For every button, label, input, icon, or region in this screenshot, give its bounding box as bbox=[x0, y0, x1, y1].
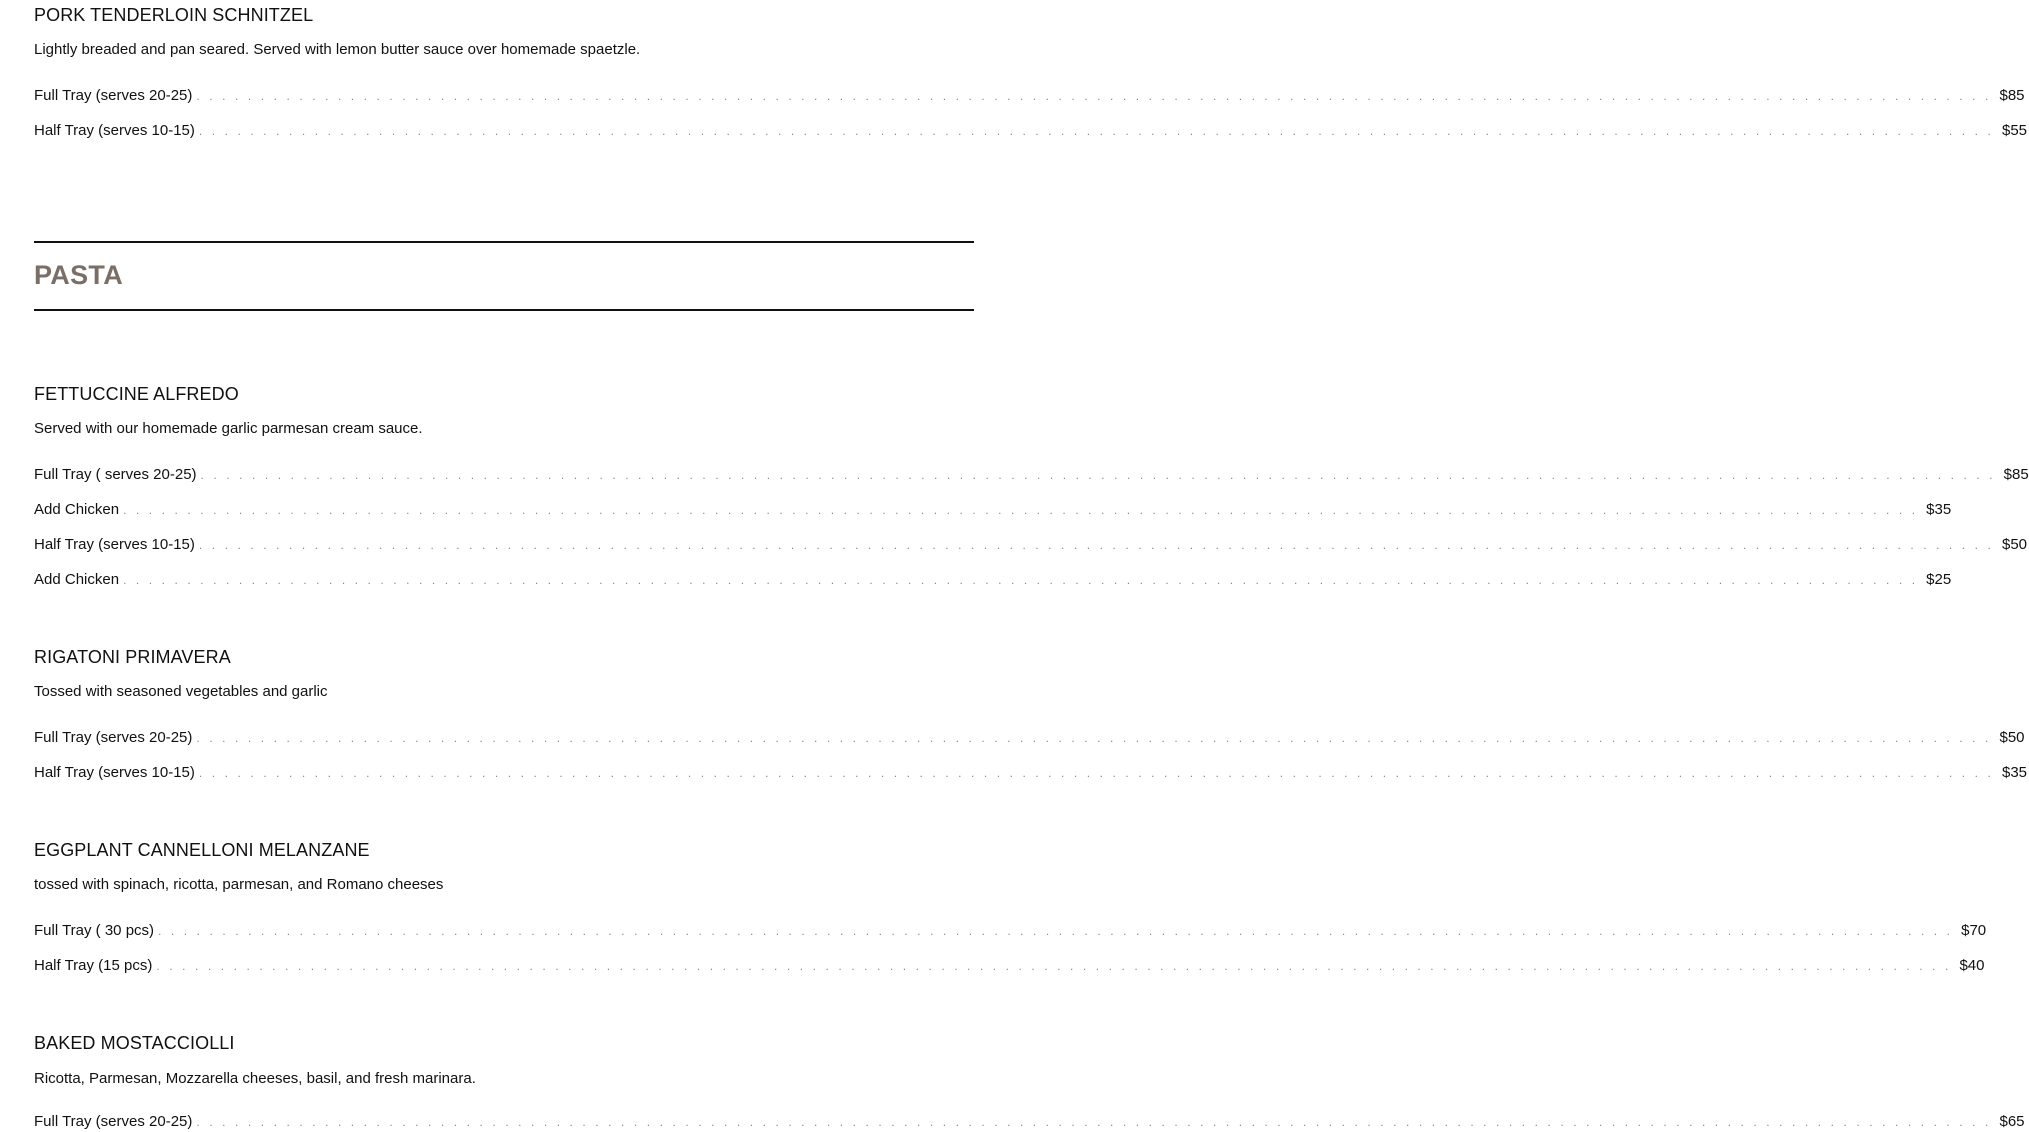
price-option-label: Full Tray (serves 20-25) bbox=[34, 1113, 193, 1130]
price-value: $55 bbox=[2001, 122, 2028, 139]
price-value: $25 bbox=[1926, 571, 1952, 588]
menu-item-description: Lightly breaded and pan seared. Served with lemon butter sauce over homemade spaetzle. bbox=[34, 41, 641, 58]
section-bottom-divider bbox=[34, 309, 974, 311]
price-row bbox=[34, 535, 2028, 555]
menu-item-title: FETTUCCINE ALFREDO bbox=[34, 384, 239, 404]
leader-dots: . . . . . . . . . . . . . . . . . . . . . . . . . . . . . . . . . . . . . . . . . . . . . . . . . . . . . . . . . . . . . . . . . . . . . . . . . . . . . . . . . . . . . . . . . . . . . . . . . . . . . . . . . . . . . . . . . . . . . . . . . . . . . . . . . . . . . . . . . . . . bbox=[196, 89, 1992, 103]
section-top-divider bbox=[34, 241, 974, 243]
menu-item-title: EGGPLANT CANNELLONI MELANZANE bbox=[34, 840, 370, 860]
leader-dots: . . . . . . . . . . . . . . . . . . . . . . . . . . . . . . . . . . . . . . . . . . . . . . . . . . . . . . . . . . . . . . . . . . . . . . . . . . . . . . . . . . . . . . . . . . . . . . . . . . . . . . . . . . . . . . . . . . . . . . . . . . . . . . . . . . . . . . . . . . . . bbox=[196, 731, 1992, 745]
price-value: $40 bbox=[1959, 957, 1985, 974]
price-value: $50 bbox=[2001, 536, 2028, 553]
price-value: $70 bbox=[1961, 922, 1987, 939]
leader-dots: . . . . . . . . . . . . . . . . . . . . . . . . . . . . . . . . . . . . . . . . . . . . . . . . . . . . . . . . . . . . . . . . . . . . . . . . . . . . . . . . . . . . . . . . . . . . . . . . . . . . . . . . . . . . . . . . . . . . . . . . . . . . . . . . . . . . . . . . . . . . bbox=[198, 766, 1994, 780]
price-row bbox=[34, 121, 2028, 141]
price-value: $35 bbox=[2001, 764, 2028, 781]
price-option-label: Add Chicken bbox=[34, 571, 120, 588]
price-option-label: Full Tray ( 30 pcs) bbox=[34, 922, 155, 939]
price-row bbox=[34, 728, 2025, 748]
price-row bbox=[34, 956, 1985, 976]
price-row bbox=[34, 763, 2028, 783]
leader-dots: . . . . . . . . . . . . . . . . . . . . . . . . . . . . . . . . . . . . . . . . . . . . . . . . . . . . . . . . . . . . . . . . . . . . . . . . . . . . . . . . . . . . . . . . . . . . . . . . . . . . . . . . . . . . . . . . . . . . . . . . . . . . . . . . . . . . . . . . . . . . bbox=[123, 503, 1919, 517]
price-row bbox=[34, 500, 1952, 520]
leader-dots: . . . . . . . . . . . . . . . . . . . . . . . . . . . . . . . . . . . . . . . . . . . . . . . . . . . . . . . . . . . . . . . . . . . . . . . . . . . . . . . . . . . . . . . . . . . . . . . . . . . . . . . . . . . . . . . . . . . . . . . . . . . . . . . . . . . . . . . . . . . . bbox=[198, 124, 1994, 138]
menu-item-description: Served with our homemade garlic parmesan cream sauce. bbox=[34, 420, 423, 437]
price-option-label: Full Tray ( serves 20-25) bbox=[34, 466, 197, 483]
leader-dots: . . . . . . . . . . . . . . . . . . . . . . . . . . . . . . . . . . . . . . . . . . . . . . . . . . . . . . . . . . . . . . . . . . . . . . . . . . . . . . . . . . . . . . . . . . . . . . . . . . . . . . . . . . . . . . . . . . . . . . . . . . . . . . . . . . . . . . . . . . . . bbox=[123, 573, 1919, 587]
price-row bbox=[34, 465, 2029, 485]
price-option-label: Add Chicken bbox=[34, 501, 120, 518]
menu-item-title: BAKED MOSTACCIOLLI bbox=[34, 1033, 235, 1053]
price-row bbox=[34, 86, 2025, 106]
price-option-label: Half Tray (15 pcs) bbox=[34, 957, 153, 974]
price-row bbox=[34, 1112, 2025, 1132]
leader-dots: . . . . . . . . . . . . . . . . . . . . . . . . . . . . . . . . . . . . . . . . . . . . . . . . . . . . . . . . . . . . . . . . . . . . . . . . . . . . . . . . . . . . . . . . . . . . . . . . . . . . . . . . . . . . . . . . . . . . . . . . . . . . . . . . . . . . . . . . . . . . bbox=[156, 959, 1952, 973]
price-value: $35 bbox=[1926, 501, 1952, 518]
price-option-label: Full Tray (serves 20-25) bbox=[34, 87, 193, 104]
price-value: $65 bbox=[1999, 1113, 2025, 1130]
menu-item-description: tossed with spinach, ricotta, parmesan, and Romano cheeses bbox=[34, 876, 444, 893]
price-value: $50 bbox=[1999, 729, 2025, 746]
menu-item-description: Ricotta, Parmesan, Mozzarella cheeses, basil, and fresh marinara. bbox=[34, 1070, 476, 1087]
leader-dots: . . . . . . . . . . . . . . . . . . . . . . . . . . . . . . . . . . . . . . . . . . . . . . . . . . . . . . . . . . . . . . . . . . . . . . . . . . . . . . . . . . . . . . . . . . . . . . . . . . . . . . . . . . . . . . . . . . . . . . . . . . . . . . . . . . . . . . . . . . . . bbox=[200, 468, 1996, 482]
price-value: $85 bbox=[2003, 466, 2029, 483]
price-option-label: Full Tray (serves 20-25) bbox=[34, 729, 193, 746]
leader-dots: . . . . . . . . . . . . . . . . . . . . . . . . . . . . . . . . . . . . . . . . . . . . . . . . . . . . . . . . . . . . . . . . . . . . . . . . . . . . . . . . . . . . . . . . . . . . . . . . . . . . . . . . . . . . . . . . . . . . . . . . . . . . . . . . . . . . . . . . . . . . bbox=[196, 1115, 1992, 1129]
price-row bbox=[34, 921, 1987, 941]
menu-item-title: PORK TENDERLOIN SCHNITZEL bbox=[34, 5, 314, 25]
price-option-label: Half Tray (serves 10-15) bbox=[34, 122, 195, 139]
price-option-label: Half Tray (serves 10-15) bbox=[34, 536, 195, 553]
section-heading: PASTA bbox=[34, 260, 123, 290]
price-option-label: Half Tray (serves 10-15) bbox=[34, 764, 195, 781]
leader-dots: . . . . . . . . . . . . . . . . . . . . . . . . . . . . . . . . . . . . . . . . . . . . . . . . . . . . . . . . . . . . . . . . . . . . . . . . . . . . . . . . . . . . . . . . . . . . . . . . . . . . . . . . . . . . . . . . . . . . . . . . . . . . . . . . . . . . . . . . . . . . bbox=[198, 538, 1994, 552]
menu-item-description: Tossed with seasoned vegetables and garlic bbox=[34, 683, 328, 700]
menu-item-title: RIGATONI PRIMAVERA bbox=[34, 647, 231, 667]
price-value: $85 bbox=[1999, 87, 2025, 104]
price-row bbox=[34, 570, 1952, 590]
leader-dots: . . . . . . . . . . . . . . . . . . . . . . . . . . . . . . . . . . . . . . . . . . . . . . . . . . . . . . . . . . . . . . . . . . . . . . . . . . . . . . . . . . . . . . . . . . . . . . . . . . . . . . . . . . . . . . . . . . . . . . . . . . . . . . . . . . . . . . . . . . . . bbox=[158, 924, 1954, 938]
